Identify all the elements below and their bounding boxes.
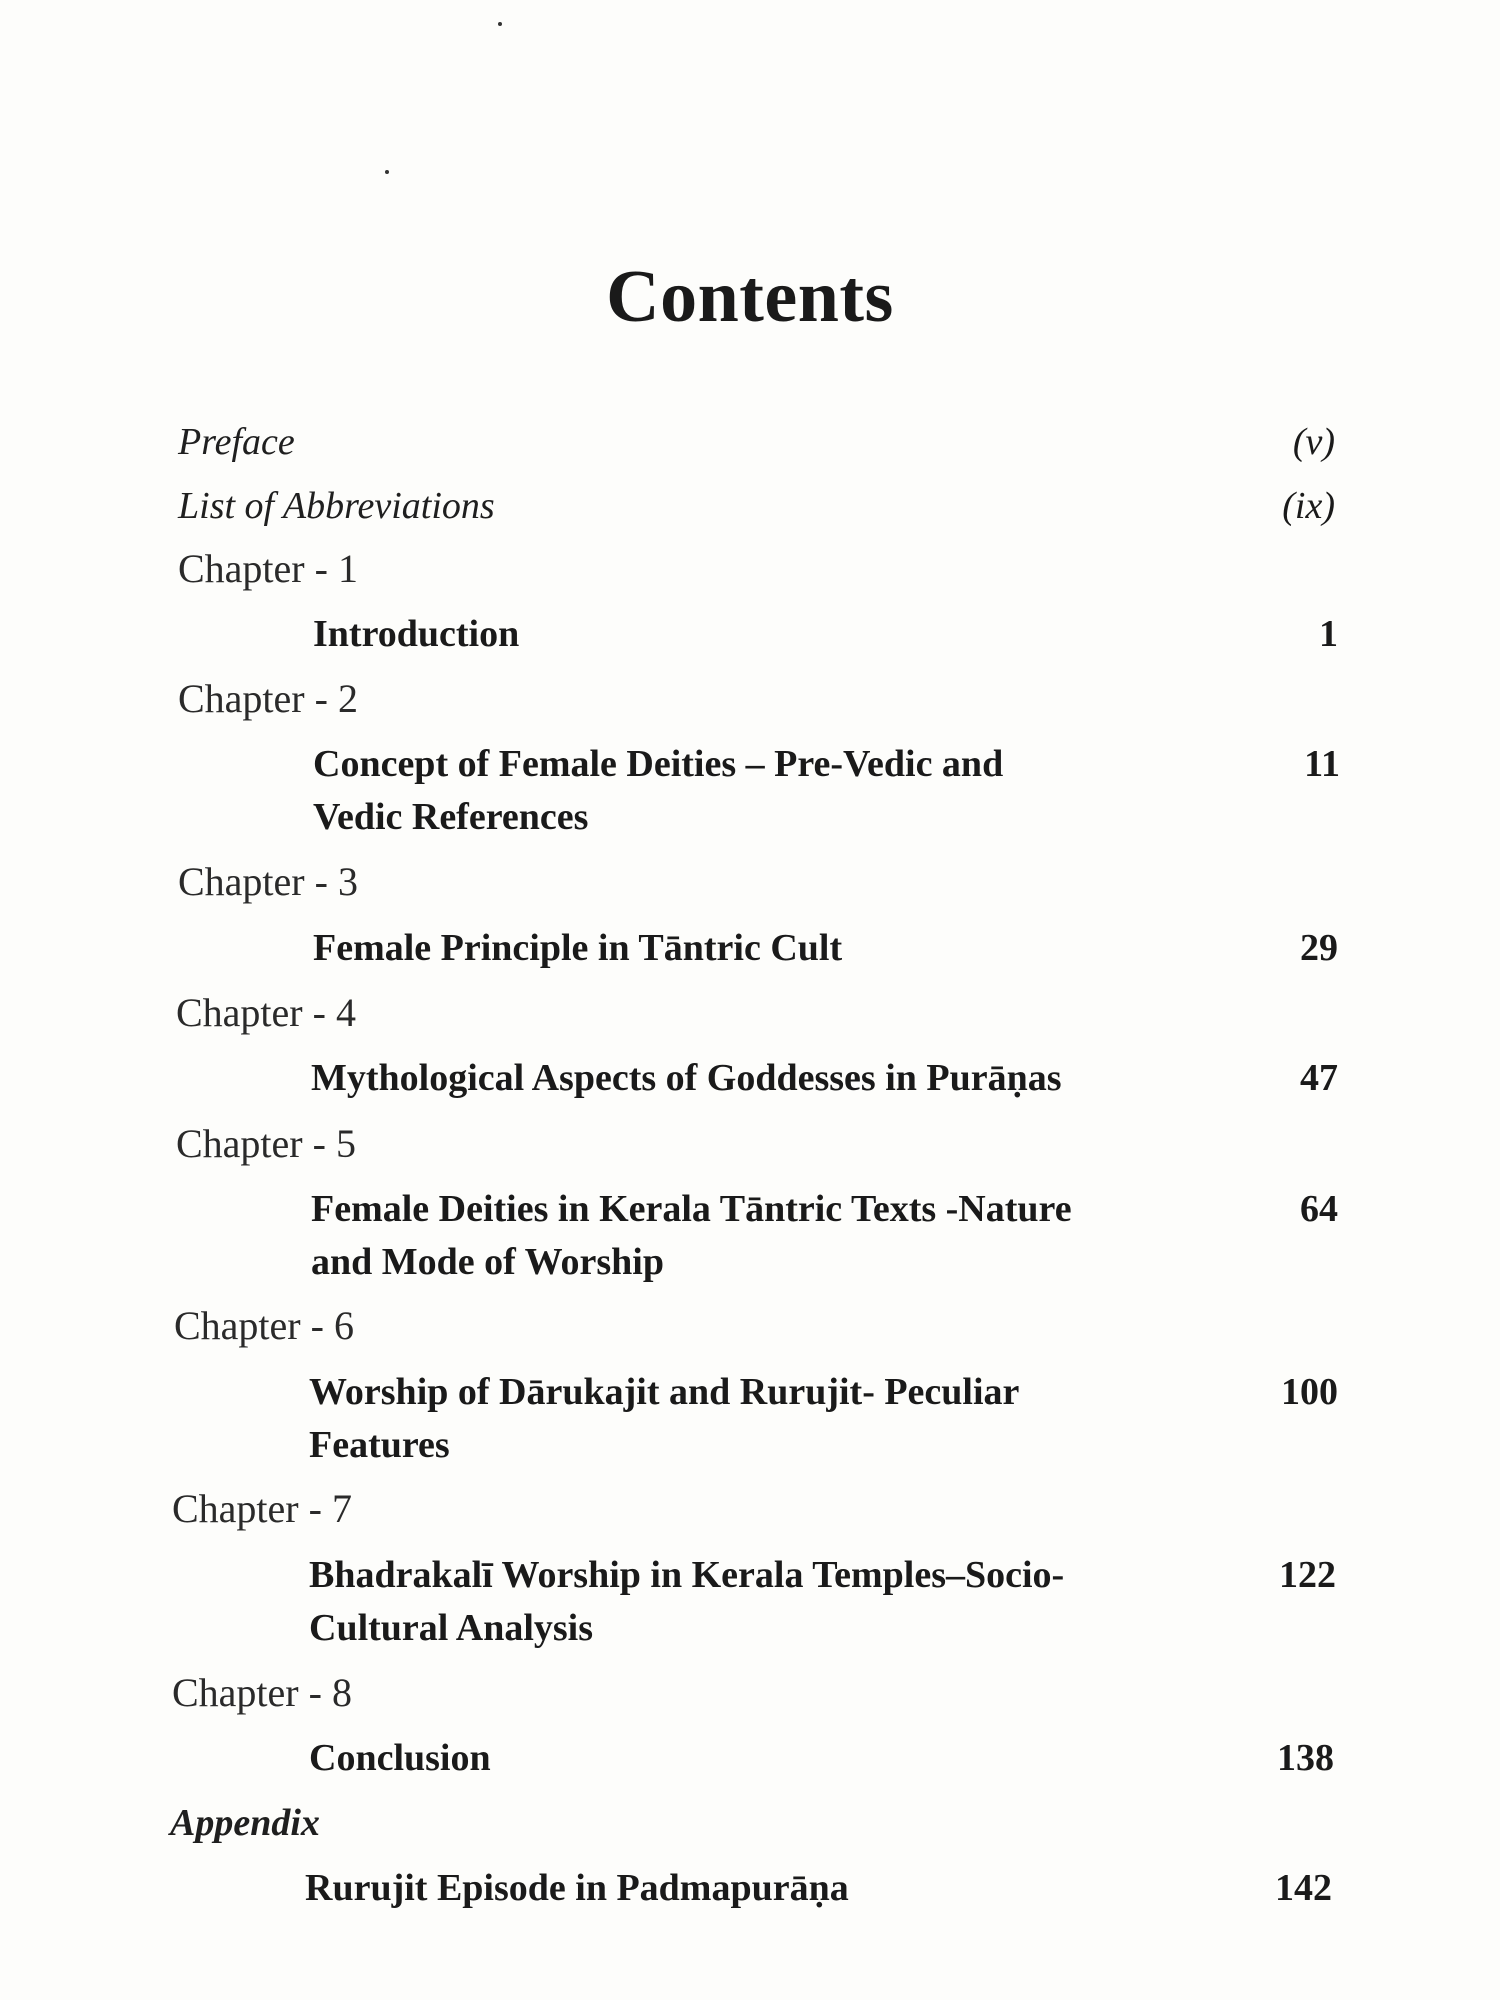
chapter-label-3: Chapter - 3 [178, 859, 358, 904]
chapter-title-3: Female Principle in Tāntric Cult [313, 927, 843, 969]
scan-speck [385, 170, 389, 174]
scan-speck [498, 22, 502, 26]
toc-page-abbreviations: (ix) [1282, 485, 1335, 527]
chapter-label-7: Chapter - 7 [172, 1486, 352, 1531]
chapter-page-5: 64 [1300, 1188, 1338, 1230]
chapter-page-2: 11 [1304, 743, 1340, 785]
appendix-title: Rurujit Episode in Padmapurāṇa [305, 1867, 849, 1909]
chapter-label-4: Chapter - 4 [176, 990, 356, 1035]
chapter-page-4: 47 [1300, 1057, 1338, 1099]
chapter-page-1: 1 [1319, 613, 1338, 655]
chapter-label-1: Chapter - 1 [178, 546, 358, 591]
chapter-title-2-line-2: Vedic References [313, 796, 589, 838]
chapter-title-1: Introduction [313, 613, 520, 655]
chapter-title-8: Conclusion [309, 1737, 491, 1779]
chapter-title-7-line-2: Cultural Analysis [309, 1607, 594, 1649]
chapter-page-3: 29 [1300, 927, 1338, 969]
chapter-title-5-line-1: Female Deities in Kerala Tāntric Texts -Nature [311, 1188, 1072, 1230]
chapter-title-4: Mythological Aspects of Goddesses in Purāṇas [311, 1057, 1062, 1099]
chapter-title-6-line-2: Features [309, 1424, 450, 1466]
toc-page-preface: (v) [1292, 421, 1335, 463]
chapter-page-8: 138 [1277, 1737, 1334, 1779]
appendix-page: 142 [1275, 1867, 1332, 1909]
chapter-title-5-line-2: and Mode of Worship [311, 1241, 664, 1283]
appendix-label: Appendix [170, 1802, 320, 1844]
toc-entry-preface: Preface [178, 421, 295, 463]
chapter-page-6: 100 [1281, 1371, 1338, 1413]
page-title: Contents [606, 256, 894, 338]
chapter-page-7: 122 [1279, 1554, 1336, 1596]
chapter-label-8: Chapter - 8 [172, 1670, 352, 1715]
chapter-label-6: Chapter - 6 [174, 1303, 354, 1348]
chapter-label-2: Chapter - 2 [178, 676, 358, 721]
chapter-title-2-line-1: Concept of Female Deities – Pre-Vedic and [313, 743, 1004, 785]
chapter-title-6-line-1: Worship of Dārukajit and Rurujit- Peculiar [309, 1371, 1020, 1413]
toc-entry-abbreviations: List of Abbreviations [178, 485, 495, 527]
chapter-title-7-line-1: Bhadrakalī Worship in Kerala Temples–Socio- [309, 1554, 1065, 1596]
chapter-label-5: Chapter - 5 [176, 1121, 356, 1166]
